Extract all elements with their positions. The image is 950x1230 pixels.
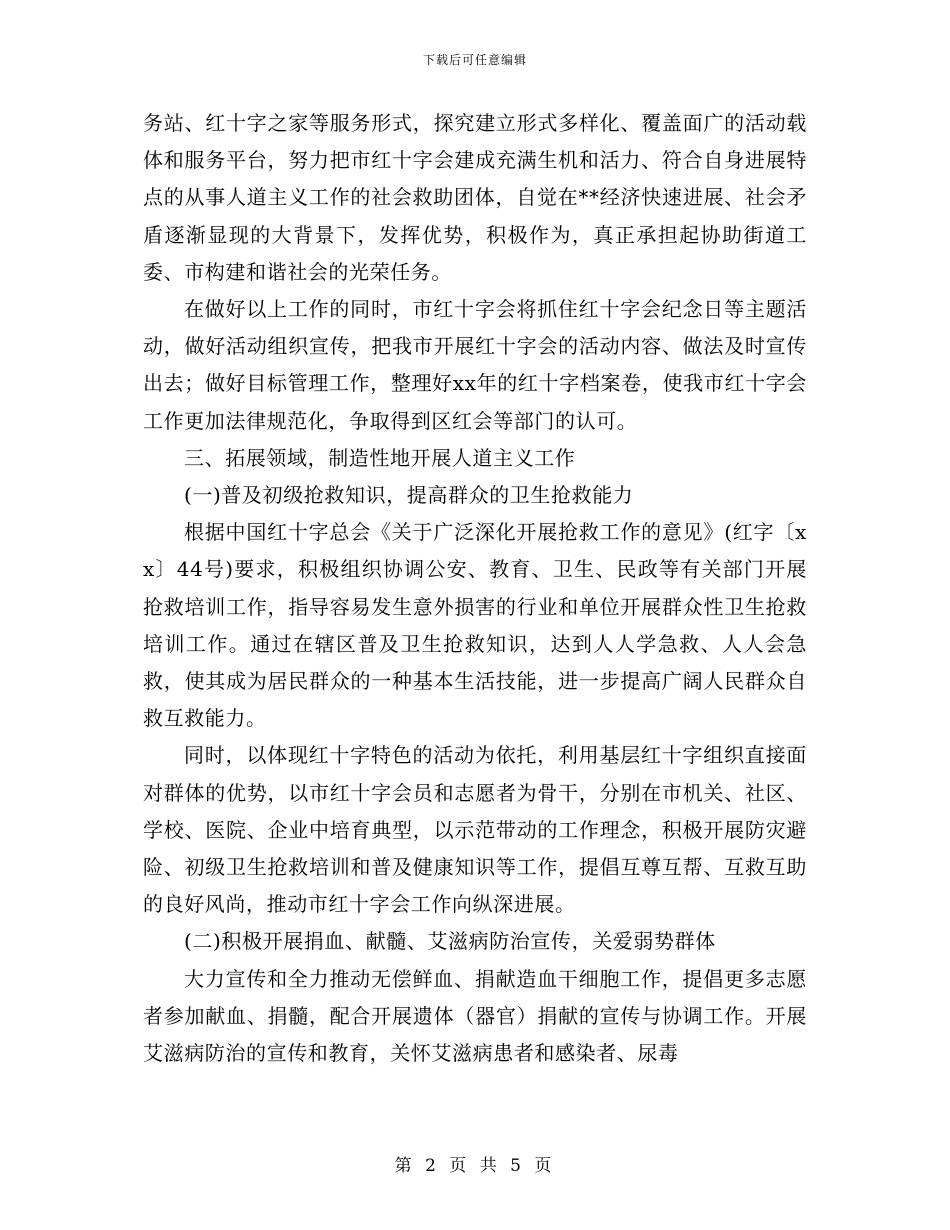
subheading-1: (一)普及初级抢救知识，提高群众的卫生抢救能力: [184, 483, 634, 508]
paragraph-3: 根据中国红十字总会《关于广泛深化开展抢救工作的意见》(红字〔xx〕44号)要求，积极组织协调公安、教育、卫生、民政等有关部门开展抢救培训工作，指导容易发生意外损害的行业和单位开展群众性卫生抢救培训工作。通过在辖区普及卫生抢救知识，达到人人学急救、人人会急救，使其成为居民群众的一种基本生活技能，进一步提高广阔人民群众自救互救能力。: [143, 520, 807, 731]
paragraph-2: 在做好以上工作的同时，市红十字会将抓住红十字会纪念日等主题活动，做好活动组织宣传，把我市开展红十字会的活动内容、做法及时宣传出去；做好目标管理工作，整理好xx年的红十字档案卷，使我市红十字会工作更加法律规范化，争取得到区红会等部门的认可。: [143, 297, 807, 433]
page-footer: 第 2 页 共 5 页: [394, 1156, 556, 1176]
paragraph-4: 同时，以体现红十字特色的活动为依托，利用基层红十字组织直接面对群体的优势，以市红十字会员和志愿者为骨干，分别在市机关、社区、学校、医院、企业中培育典型，以示范带动的工作理念，积极开展防灾避险、初级卫生抢救培训和普及健康知识等工作，提倡互尊互帮、互救互助的良好风尚，推动市红十字会工作向纵深进展。: [143, 743, 807, 917]
paragraph-1: 务站、红十字之家等服务形式，探究建立形式多样化、覆盖面广的活动载体和服务平台，努力把市红十字会建成充满生机和活力、符合自身进展特点的从事人道主义工作的社会救助团体，自觉在**经济快速进展、社会矛盾逐渐显现的大背景下，发挥优势，积极作为，真正承担起协助街道工委、市构建和谐社会的光荣任务。: [143, 111, 807, 284]
section-heading-3: 三、拓展领域，制造性地开展人道主义工作: [184, 445, 576, 470]
page-header: 下载后可任意编辑: [422, 53, 527, 67]
subheading-2: (二)积极开展捐血、献髓、艾滋病防治宣传，关爱弱势群体: [184, 929, 716, 954]
paragraph-5: 大力宣传和全力推动无偿鲜血、捐献造血干细胞工作，提倡更多志愿者参加献血、捐髓，配合开展遗体（器官）捐献的宣传与协调工作。开展艾滋病防治的宣传和教育，关怀艾滋病患者和感染者、尿毒: [143, 966, 807, 1066]
document-body: [143, 105, 807, 1072]
